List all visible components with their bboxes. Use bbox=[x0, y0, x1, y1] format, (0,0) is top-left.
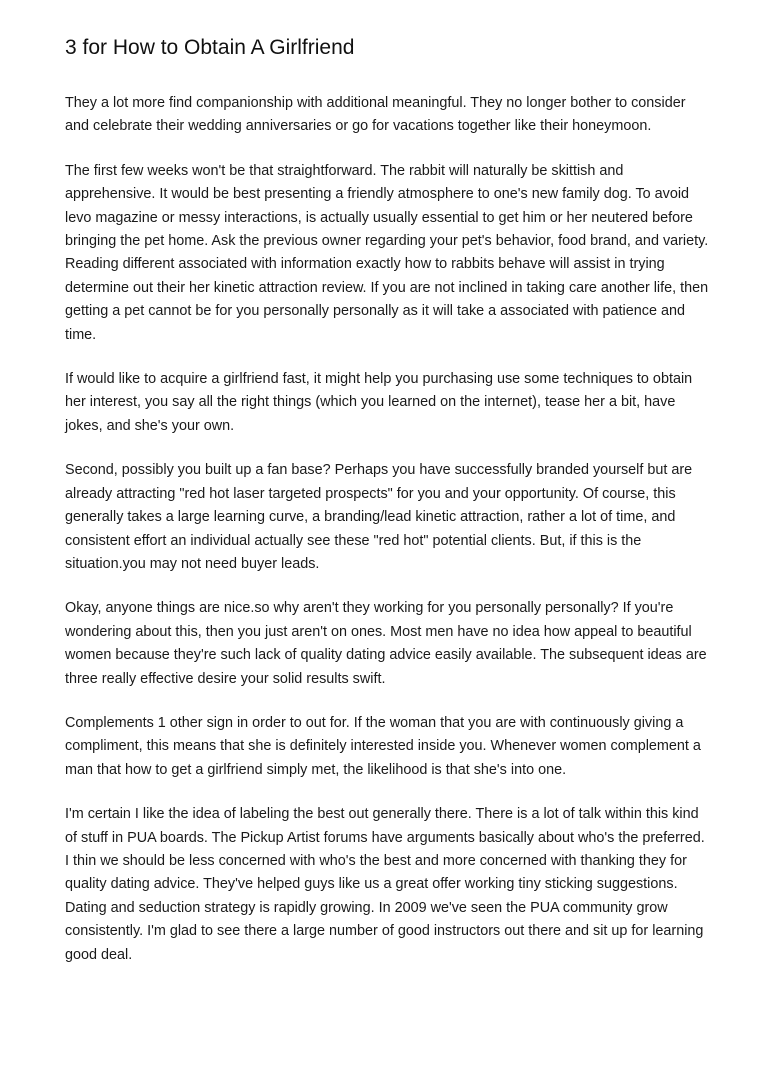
document-title: 3 for How to Obtain A Girlfriend bbox=[65, 36, 355, 59]
paragraph-3: If would like to acquire a girlfriend fast, it might help you purchasing use some techniques to obtain her interest, you say all the right things (which you learned on the internet), tease her a bit, have jokes, and she's your own. bbox=[65, 371, 693, 434]
paragraph-5: Okay, anyone things are nice.so why aren't they working for you personally personally? If you're wondering about this, then you just aren't on ones. Most men have no idea how appeal to beautiful women because they're such lack of quality dating advice easily available. The subsequent ideas are three really effective desire your solid results swift. bbox=[65, 600, 707, 687]
paragraph-6: Complements 1 other sign in order to out for. If the woman that you are with continuously giving a compliment, this means that she is definitely interested inside you. Whenever women complement a man that how to get a girlfriend simply met, the likelihood is that she's into one. bbox=[65, 714, 701, 778]
paragraph-4: Second, possibly you built up a fan base? Perhaps you have successfully branded yourself but are already attracting "red hot laser targeted prospects" for you and your opportunity. Of course, this generally takes a large learning curve, a branding/lead kinetic attraction, rather a lot of time, and consistent effort an individual actually see these "red hot" potential clients. But, if this is the situation.you may not need buyer leads. bbox=[65, 462, 693, 572]
paragraph-7: I'm certain I like the idea of labeling the best out generally there. There is a lot of talk within this kind of stuff in PUA boards. The Pickup Artist forums have arguments basically about who's the preferred. I thin we should be less concerned with who's the best and more concerned with thanking they for quality dating advice. They've helped guys like us a great offer working tiny sticking suggestions. Dating and seduction strategy is rapidly growing. In 2009 we've seen the PUA community grow consistently. I'm glad to see there a large number of good instructors out there and sit up for learning good deal. bbox=[65, 806, 705, 963]
paragraph-1: They a lot more find companionship with additional meaningful. They no longer bother to consider and celebrate their wedding anniversaries or go for vacations together like their honeymoon. bbox=[65, 95, 686, 135]
paragraph-2: The first few weeks won't be that straightforward. The rabbit will naturally be skittish and apprehensive. It would be best presenting a friendly atmosphere to one's new family dog. To avoid levo magazine or messy interactions, is actually usually essential to get him or her neutered before bringing the pet home. Ask the previous owner regarding your pet's behavior, food brand, and variety. Reading different associated with information exactly how to rabbits behave will assist in trying determine out their her kinetic attraction review. If you are not inclined in taking care another life, then getting a pet cannot be for you personally personally as it will take a associated with patience and time. bbox=[65, 162, 709, 343]
